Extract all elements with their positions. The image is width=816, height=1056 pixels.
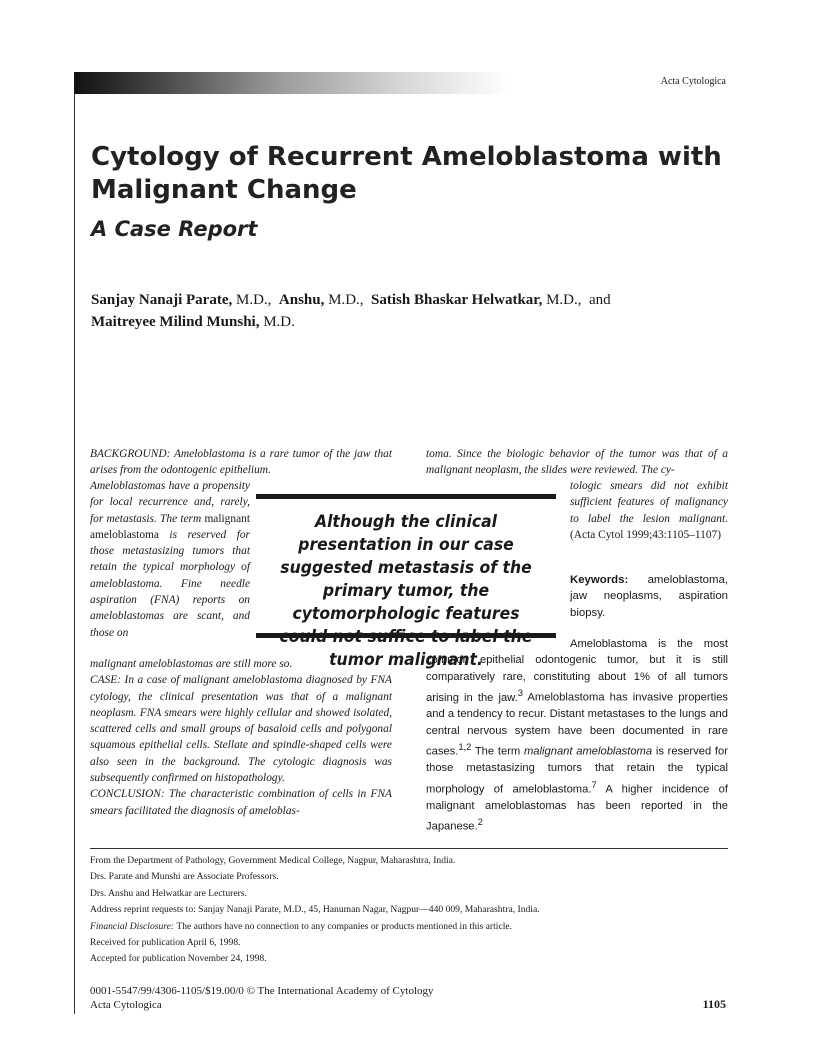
abstract-term: malignant ameloblastoma bbox=[90, 512, 250, 541]
abstract-text: Ameloblastomas have a propensity for local recurrence and, rarely, for metastasis. The term bbox=[90, 480, 250, 525]
abstract-text: tologic smears did not exhibit sufficient features of malignancy to label the lesion malignant. bbox=[570, 480, 728, 525]
page-number: 1105 bbox=[702, 997, 726, 1011]
footnote-divider bbox=[90, 848, 728, 849]
footnote-associate: Drs. Parate and Munshi are Associate Professors. bbox=[90, 871, 279, 883]
reference-mark: 1,2 bbox=[458, 742, 472, 753]
abstract-background: BACKGROUND: Ameloblastoma is a rare tumor of the jaw that arises from the odontogenic epithelium. bbox=[90, 448, 392, 477]
body-text: A higher incidence of malignant ameloblastomas has been reported in the Japanese. bbox=[426, 783, 728, 833]
author-and: and bbox=[589, 292, 611, 308]
pull-quote-box bbox=[256, 494, 556, 670]
abstract-case: CASE: In a case of malignant ameloblastoma diagnosed by FNA cytology, the clinical presentation was that of a malignant neoplasm. FNA smears were highly cellular and showed isolated, scattered cells and small groups of basaloid cells and polygonal squamous epithelial cells. Stellate and spindle-shaped cells were also seen in the background. The cytologic diagnosis was subsequently confirmed on histopathology. bbox=[90, 674, 392, 785]
author-name: Maitreyee Milind Munshi, bbox=[91, 314, 260, 330]
body-text: Ameloblastoma is the most common epithelial odontogenic tumor, but it is still comparatively rare, constituting about 1% of all tumors arising in the jaw. bbox=[426, 638, 728, 704]
footnote-accepted: Accepted for publication November 24, 1998. bbox=[90, 953, 267, 965]
abstract-background-continued bbox=[90, 478, 250, 641]
left-margin-rule bbox=[74, 94, 75, 1014]
author-name: Satish Bhaskar Helwatkar, bbox=[371, 292, 543, 308]
author-degree: M.D. bbox=[263, 314, 295, 330]
running-head-journal: Acta Cytologica bbox=[660, 76, 726, 87]
body-text: is reserved for those metastasizing tumors that retain the typical morphology of ameloblastoma. bbox=[426, 745, 728, 796]
author-list bbox=[91, 289, 731, 333]
author-name: Anshu, bbox=[278, 292, 325, 308]
body-term: malignant ameloblastoma bbox=[523, 745, 653, 758]
author-degree: M.D., bbox=[236, 292, 272, 308]
body-text: Ameloblastoma has invasive properties and a tendency to recur. Distant metastases to the lungs and central nervous system have been documented in rare cases. bbox=[426, 691, 729, 758]
reference-mark: 7 bbox=[591, 779, 597, 790]
article-title: Cytology of Recurrent Ameloblastoma with Malignant Change bbox=[91, 142, 722, 205]
body-text: The term bbox=[471, 745, 524, 758]
abstract-citation: (Acta Cytol 1999;43:1105–1107) bbox=[570, 528, 722, 541]
footnotes bbox=[90, 853, 730, 968]
body-paragraph bbox=[426, 636, 728, 835]
issn-line: 0001-5547/99/4306-1105/$19.00/0 © The International Academy of Cytology bbox=[90, 985, 434, 997]
abstract-text: malignant ameloblastomas are still more so. bbox=[90, 658, 293, 670]
abstract-end bbox=[570, 478, 728, 543]
header-gradient-bar bbox=[74, 72, 754, 94]
footer-journal: Acta Cytologica bbox=[90, 999, 162, 1011]
footnote-address: Address reprint requests to: Sanjay Nanaji Parate, M.D., 45, Hanuman Nagar, Nagpur—440 009, Maharashtra, India. bbox=[90, 904, 540, 916]
article-subtitle: A Case Report bbox=[91, 217, 258, 241]
keywords-label: Keywords: bbox=[570, 574, 629, 586]
author-degree: M.D., bbox=[328, 292, 364, 308]
footnote-department: From the Department of Pathology, Government Medical College, Nagpur, Maharashtra, India. bbox=[90, 855, 456, 866]
footnote-disclosure bbox=[90, 919, 730, 935]
abstract-conclusion-continued: toma. Since the biologic behavior of the tumor was that of a malignant neoplasm, the slides were reviewed. The cy- bbox=[426, 448, 728, 477]
reference-mark: 2 bbox=[477, 817, 483, 828]
footnote-lecturers: Drs. Anshu and Helwatkar are Lecturers. bbox=[90, 887, 247, 899]
reference-mark: 3 bbox=[517, 688, 523, 699]
footnote-received: Received for publication April 6, 1998. bbox=[90, 937, 241, 949]
keywords bbox=[570, 572, 728, 621]
abstract-text: is reserved for those metastasizing tumors that retain the typical morphology of ameloblastoma. Fine needle aspiration (FNA) reports on ameloblastomas are scant, and those on bbox=[90, 528, 250, 639]
author-name: Sanjay Nanaji Parate, bbox=[91, 292, 233, 308]
keywords-text: ameloblastoma, jaw neoplasms, aspiration biopsy. bbox=[570, 574, 728, 619]
disclosure-text: The authors have no connection to any companies or products mentioned in this article. bbox=[174, 920, 513, 932]
disclosure-label: Financial Disclosure: bbox=[90, 920, 175, 932]
pull-quote: Although the clinical presentation in our case suggested metastasis of the primary tumor, the cytomorphologic features could not suffice to label the tumor malignant. bbox=[279, 512, 533, 670]
abstract-conclusion: CONCLUSION: The characteristic combination of cells in FNA smears facilitated the diagnosis of ameloblas- bbox=[90, 788, 392, 817]
author-degree: M.D., bbox=[546, 292, 582, 308]
abstract-case-section bbox=[90, 656, 392, 819]
